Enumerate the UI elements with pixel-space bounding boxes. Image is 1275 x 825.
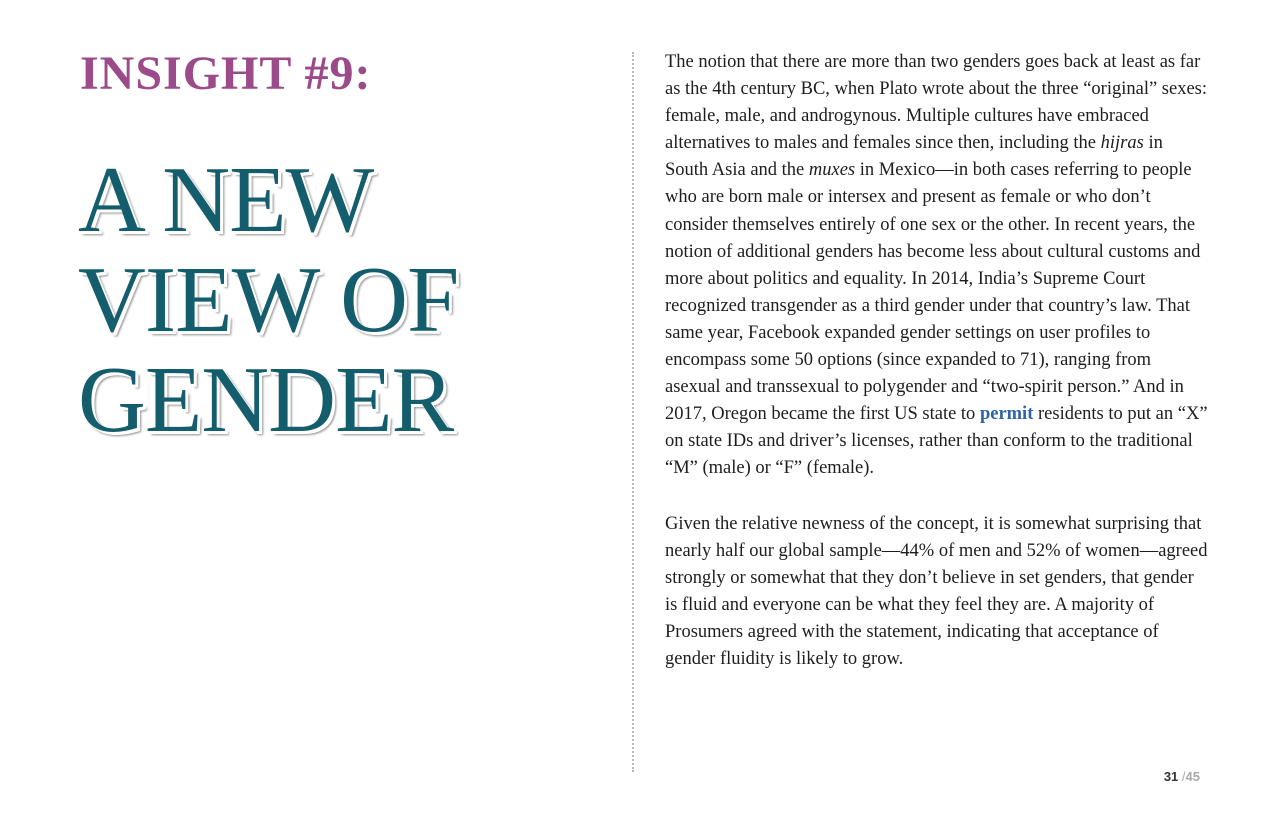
headline-line-3: GENDER [78, 348, 454, 452]
headline [78, 150, 458, 450]
page-current: 31 [1163, 769, 1179, 784]
page-number [1164, 769, 1200, 784]
page-separator: / [1181, 769, 1186, 784]
left-panel [0, 0, 620, 825]
p1-text-c: in Mexico—in both cases referring to people who are born male or intersex and present as female or who don’t consider themselves entirely of one sex or the other. In recent years, the notion of additional genders has become less about cultural customs and more about politics and equality. In 2014, India’s Supreme Court recognized transgender as a third gender under that country’s law. That same year, Facebook expanded gender settings on user profiles to encompass some 50 options (since expanded to 71), ranging from asexual and transsexual to polygender and “two-spirit person.” And in 2017, Oregon became the first US state to [665, 160, 1201, 425]
p1-text-d: residents to put an “X” on state IDs and driver’s licenses, rather than conform to the traditional “M” (male) or “F” (female). [665, 404, 1208, 479]
term-hijras: hijras [1100, 133, 1144, 154]
headline-line-1: A NEW [78, 148, 374, 252]
page-total: 45 [1185, 769, 1200, 784]
p1-text-b: in South Asia and the [665, 133, 1163, 181]
insight-label: INSIGHT #9: [80, 47, 372, 100]
body-paragraph-1 [665, 49, 1210, 483]
headline-line-2: VIEW OF [78, 248, 459, 352]
dotted-divider [632, 52, 634, 772]
term-muxes: muxes [808, 160, 856, 181]
permit-link[interactable]: permit [979, 404, 1034, 425]
p1-text-a: The notion that there are more than two genders goes back at least as far as the 4th century BC, when Plato wrote about the three “original” sexes: female, male, and androgynous. Multiple cultures have embraced alternatives to males and females since then, including the [665, 52, 1208, 154]
body-column [665, 49, 1210, 701]
body-paragraph-2: Given the relative newness of the concept, it is somewhat surprising that nearly half our global sample—44% of men and 52% of women—agreed strongly or somewhat that they don’t believe in set genders, that gender is fluid and everyone can be what they feel they are. A majority of Prosumers agreed with the statement, indicating that acceptance of gender fluidity is likely to grow. [665, 513, 1208, 669]
